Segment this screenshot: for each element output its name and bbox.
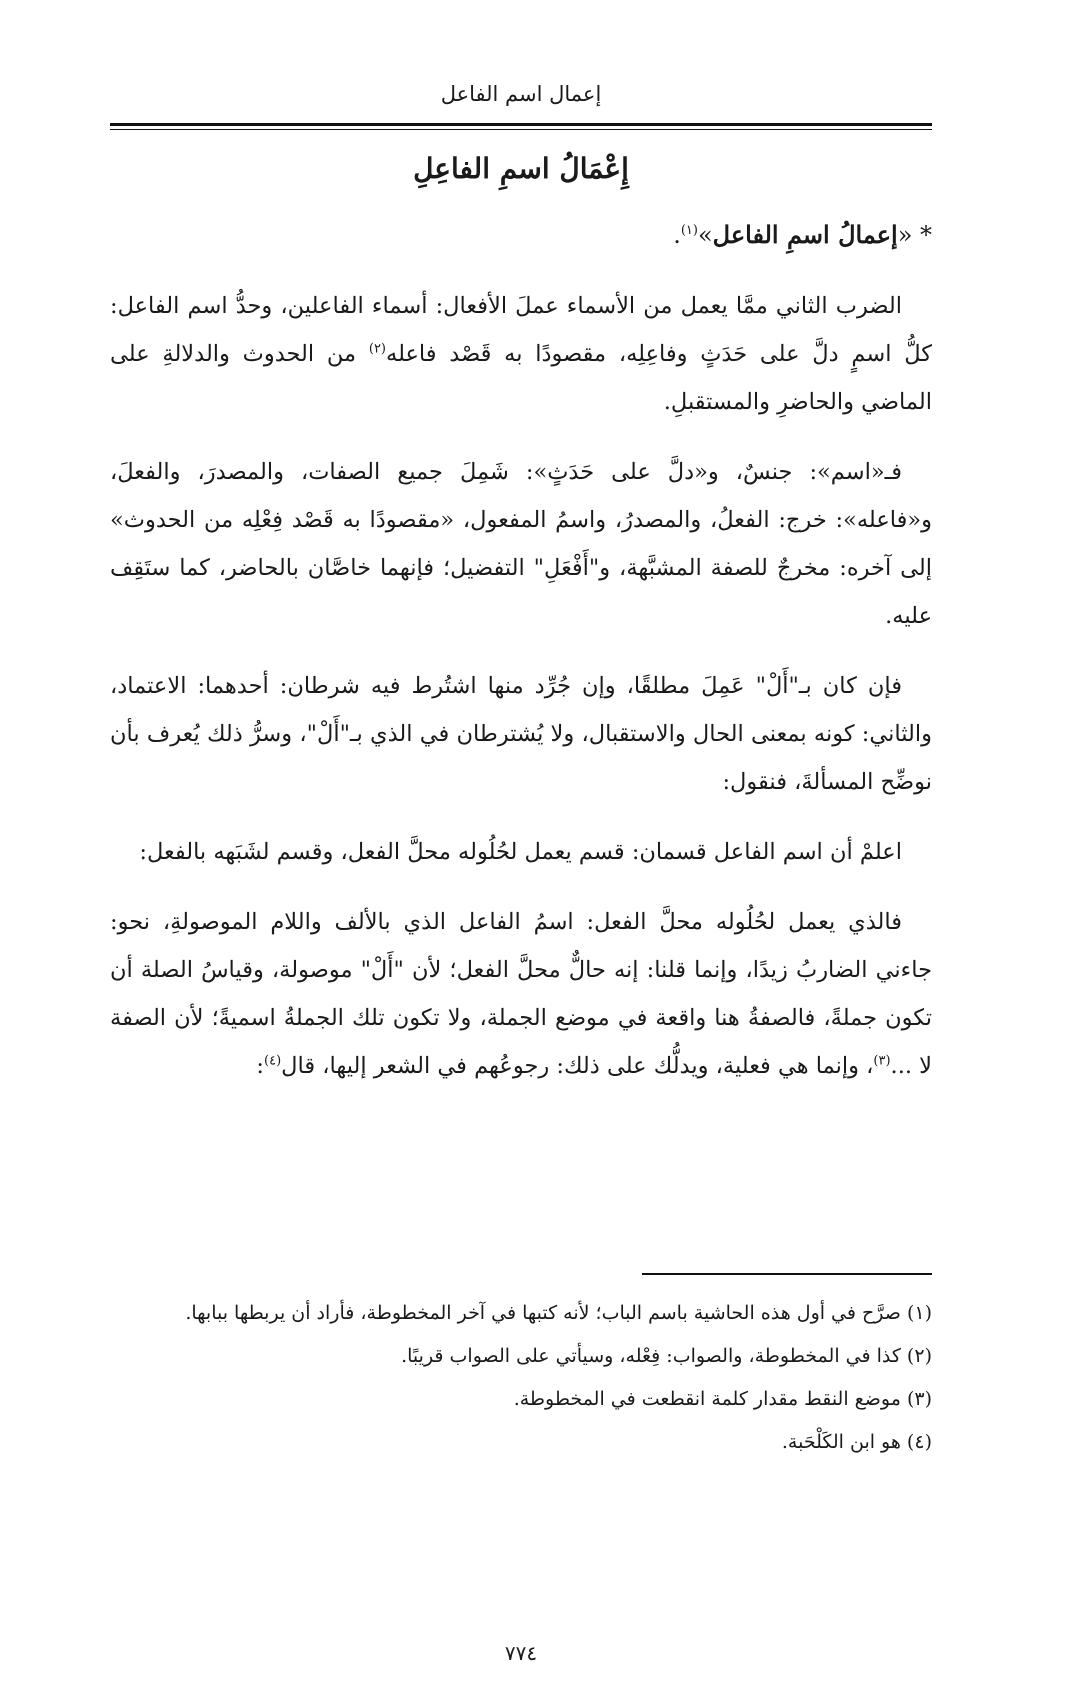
footnotes <box>110 1292 932 1464</box>
paragraph <box>110 282 932 426</box>
footnote: (٣) موضع النقط مقدار كلمة انقطعت في المخطوطة. <box>513 1388 932 1410</box>
section-heading <box>673 220 932 249</box>
footnote: (١) صرَّح في أول هذه الحاشية باسم الباب؛ لأنه كتبها في آخر المخطوطة، فأراد أن يربطها ببابها. <box>185 1302 932 1324</box>
running-head: إعمال اسم الفاعل <box>440 82 602 106</box>
paragraph-text: فإن كان بـ"أَلْ" عَمِلَ مطلقًا، وإن جُرِّد منها اشتُرط فيه شرطان: أحدهما: الاعتماد، والثاني: كونه بمعنى الحال والاستقبال، ولا يُشترطان في الذي بـ"أَلْ"، وسرُّ ذلك يُعرف بأن نوضِّح المسألةَ، فنقول: <box>110 673 932 795</box>
body-text <box>110 282 932 1112</box>
chapter-title: إِعْمَالُ اسمِ الفاعِلِ <box>413 152 629 185</box>
footnote: (٢) كذا في المخطوطة، والصواب: فِعْله، وسيأتي على الصواب قريبًا. <box>401 1345 932 1367</box>
paragraph-text: ، وإنما هي فعلية، ويدلُّك على ذلك: رجوعُهم في الشعر إليها، قال <box>281 1053 874 1079</box>
footnote-ref: (٣) <box>873 1053 891 1069</box>
footnote-rule <box>642 1273 932 1275</box>
footnote-ref: (١) <box>680 223 698 238</box>
header-rule-thick <box>110 123 932 126</box>
footnote-ref: (٤) <box>264 1053 282 1069</box>
paragraph <box>110 662 932 806</box>
header-rule-thin <box>110 129 932 130</box>
paragraph-text: فـ«اسم»: جنسٌ، و«دلَّ على حَدَثٍ»: شَمِلَ جميع الصفات، والمصدرَ، والفعلَ، و«فاعله»: خرج: الفعلُ، والمصدرُ، واسمُ المفعول، «مقصودًا به قَصْد فِعْلِه من الحدوث» إلى آخره: مخرجٌ للصفة المشبَّهة، و"أَفْعَلِ" التفضيل؛ فإنهما خاصَّان بالحاضر، كما ستَقِف عليه. <box>110 459 932 629</box>
paragraph <box>110 898 932 1090</box>
paragraph-text: : <box>256 1053 265 1079</box>
section-heading-close: » <box>697 221 713 249</box>
paragraph-text: الضرب الثاني ممَّا يعمل من الأسماء عملَ الأفعال: أسماء الفاعلين، وحدُّ اسم الفاعل: كلُّ اسمٍ دلَّ على حَدَثٍ وفاعِلِه، مقصودًا به قَصْد فاعله <box>110 293 933 367</box>
paragraph <box>110 828 932 876</box>
footnote: (٤) هو ابن الكَلْحَبة. <box>781 1431 932 1453</box>
paragraph-text: اعلمْ أن اسم الفاعل قسمان: قسم يعمل لحُلُوله محلَّ الفعل، وقسم لشَبَهه بالفعل: <box>139 839 902 865</box>
section-heading-title: إعمالُ اسمِ الفاعل <box>712 220 898 249</box>
paragraph-text: من الحدوث والدلالةِ على الماضي والحاضرِ والمستقبلِ. <box>110 341 932 415</box>
section-heading-marker: * « <box>897 221 932 249</box>
page-number: ٧٧٤ <box>504 1641 538 1665</box>
footnote-ref: (٢) <box>368 341 386 357</box>
paragraph <box>110 448 932 640</box>
paragraph-text: فالذي يعمل لحُلُوله محلَّ الفعل: اسمُ الفاعل الذي بالألف واللام الموصولةِ، نحو: جاءني الضاربُ زيدًا، وإنما قلنا: إنه حالٌّ محلَّ الفعل؛ لأن "أَلْ" موصولة، وقياسُ الصلة أن تكون جملةً، فالصفةُ هنا واقعة في موضع الجملة، ولا تكون تلك الجملةُ اسميةً؛ لأن الصفة لا ... <box>110 909 932 1079</box>
section-heading-end: . <box>673 221 681 249</box>
